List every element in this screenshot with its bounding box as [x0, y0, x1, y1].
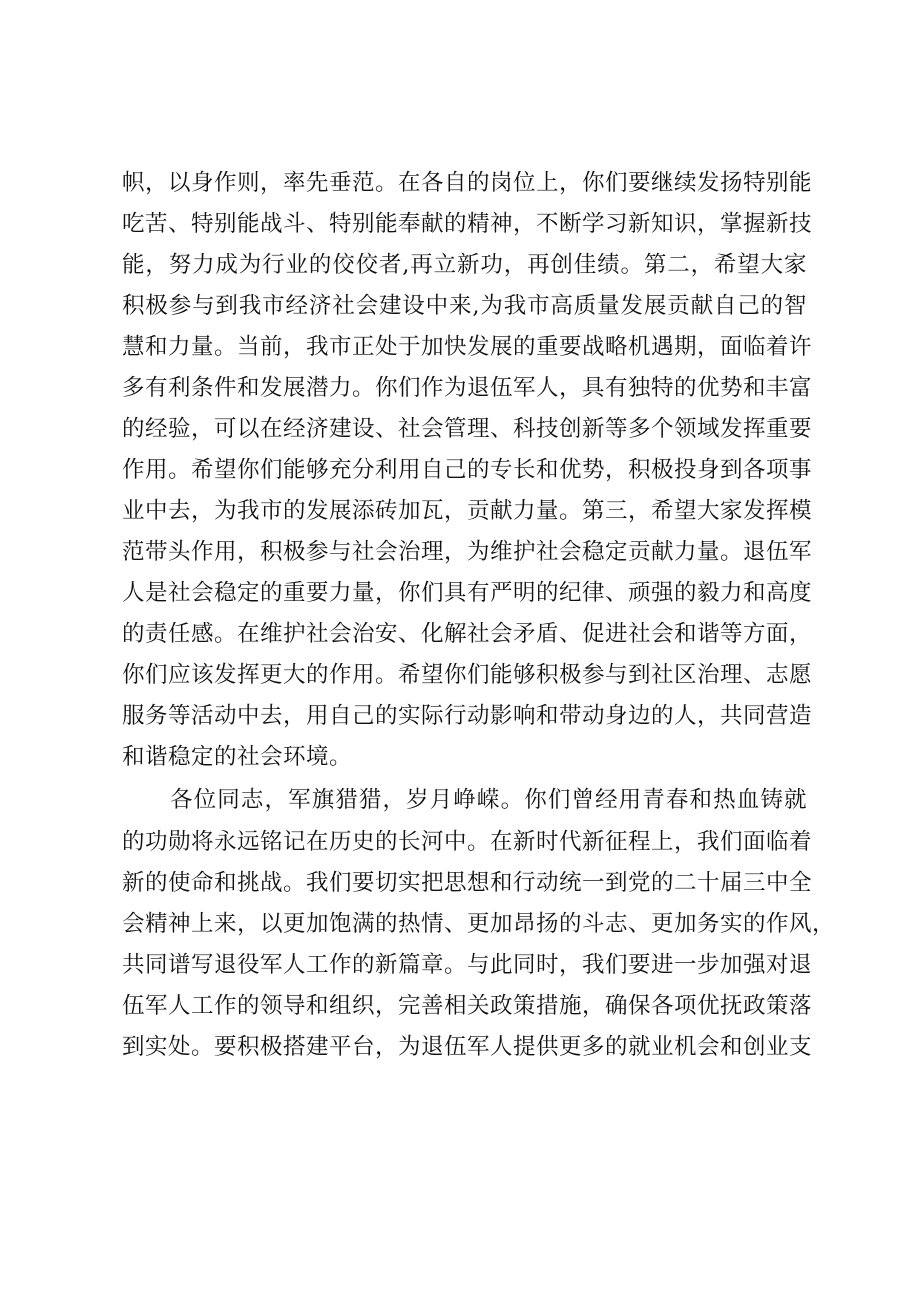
text-line: 人是社会稳定的重要力量，你们具有严明的纪律、顽强的毅力和高度: [122, 580, 813, 606]
text-line: 你们应该发挥更大的作用。希望你们能够积极参与到社区治理、志愿: [122, 662, 813, 688]
text-line: 伍军人工作的领导和组织，完善相关政策措施，确保各项优抚政策落: [122, 993, 813, 1019]
text-line: 的功勋将永远铭记在历史的长河中。在新时代新征程上，我们面临着: [122, 829, 813, 855]
text-line: 服务等活动中去，用自己的实际行动影响和带动身边的人，共同营造: [122, 703, 813, 729]
text-line: 积极参与到我市经济社会建设中来,为我市高质量发展贡献自己的智: [122, 293, 807, 319]
text-line: 的责任感。在维护社会治安、化解社会矛盾、促进社会和谐等方面，: [122, 621, 813, 647]
text-line: 作用。希望你们能够充分利用自己的专长和优势，积极投身到各项事: [122, 457, 813, 483]
text-line: 和谐稳定的社会环境。: [122, 744, 353, 770]
text-line: 到实处。要积极搭建平台，为退伍军人提供更多的就业机会和创业支: [122, 1034, 813, 1060]
paragraph-first-line: 各位同志，军旗猎猎，岁月峥嵘。你们曾经用青春和热血铸就: [170, 787, 807, 813]
text-line: 共同谱写退役军人工作的新篇章。与此同时，我们要进一步加强对退: [122, 952, 813, 978]
text-line: 慧和力量。当前，我市正处于加快发展的重要战略机遇期，面临着许: [122, 334, 813, 360]
text-line: 的经验，可以在经济建设、社会管理、科技创新等多个领域发挥重要: [122, 416, 813, 442]
text-line: 能，努力成为行业的佼佼者,再立新功，再创佳绩。第二，希望大家: [122, 252, 807, 278]
text-line: 范带头作用，积极参与社会治理，为维护社会稳定贡献力量。退伍军: [122, 539, 813, 565]
text-line: 吃苦、特别能战斗、特别能奉献的精神，不断学习新知识，掌握新技: [122, 211, 813, 237]
text-line: 帜，以身作则，率先垂范。在各自的岗位上，你们要继续发扬特别能: [122, 170, 813, 196]
text-line: 多有利条件和发展潜力。你们作为退伍军人，具有独特的优势和丰富: [122, 375, 813, 401]
text-line: 会精神上来，以更加饱满的热情、更加昂扬的斗志、更加务实的作风，: [122, 911, 836, 937]
text-line: 业中去，为我市的发展添砖加瓦，贡献力量。第三，希望大家发挥模: [122, 498, 813, 524]
text-line: 新的使命和挑战。我们要切实把思想和行动统一到党的二十届三中全: [122, 870, 813, 896]
